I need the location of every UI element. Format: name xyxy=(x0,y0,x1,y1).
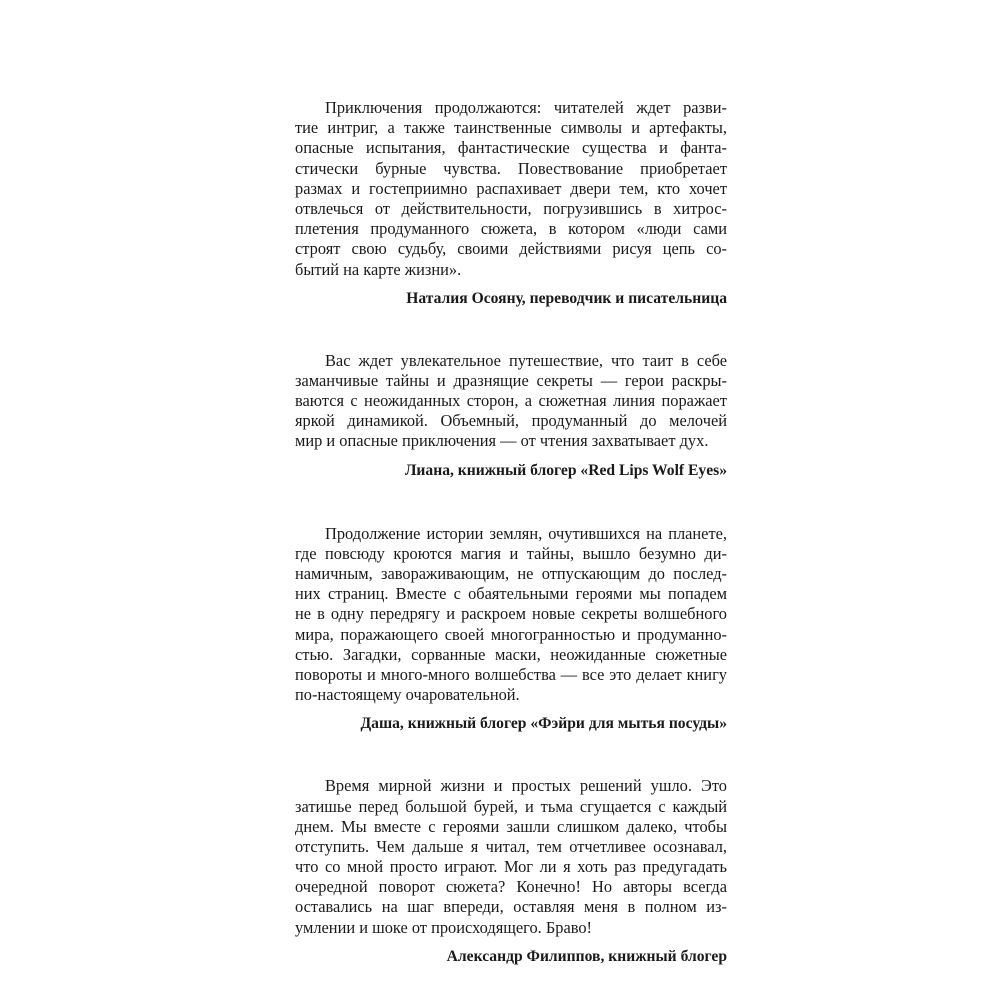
text-line: Приключения продолжаются: читателей ждет разви- xyxy=(325,98,727,117)
review-attribution: Лиана, книжный блогер «Red Lips Wolf Eyes» xyxy=(404,461,727,479)
text-line: тие интриг, а также таинственные символы и артефакты, xyxy=(295,118,727,138)
section-gap xyxy=(295,734,727,776)
text-line: опасные испытания, фантастические существа и фанта- xyxy=(295,138,727,158)
text-line: что со мной просто играют. Мог ли я хоть раз предугадать xyxy=(295,857,727,877)
review-dasha xyxy=(295,524,727,735)
text-line: Вас ждет увлекательное путешествие, что таит в себе xyxy=(325,350,727,370)
text-line: по-настоящему очаровательной. xyxy=(295,685,520,705)
text-line: не в одну передрягу и раскроем новые секреты волшебного xyxy=(295,604,727,624)
text-line: намичным, завораживающим, не отпускающим до послед- xyxy=(295,564,727,583)
text-line: отвлечься от действительности, погрузившись в хитрос- xyxy=(295,198,727,218)
review-body xyxy=(295,351,727,452)
text-line: ваются с неожиданных сторон, а сюжетная линия поражает xyxy=(295,391,727,411)
text-line: заманчивые тайны и дразнящие секреты — герои раскры- xyxy=(295,370,727,390)
text-line: отступить. Чем дальше я читал, тем отчетливее осознавал, xyxy=(295,836,727,856)
text-line: днем. Мы вместе с героями зашли слишком далеко, чтобы xyxy=(295,816,727,836)
text-line: размах и гостеприимно распахивает двери тем, кто хочет xyxy=(295,178,727,198)
text-line: Продолжение истории землян, очутившихся на планете, xyxy=(325,523,727,543)
review-liana xyxy=(295,351,727,481)
review-osoyanu xyxy=(295,98,727,309)
text-line: бытий на карте жизни». xyxy=(295,259,462,279)
review-body xyxy=(295,98,727,280)
text-line: стью. Загадки, сорванные маски, неожиданные сюжетные xyxy=(295,644,727,664)
page-text xyxy=(295,98,727,967)
text-line: умлении и шоке от происходящего. Браво! xyxy=(295,917,592,937)
review-body xyxy=(295,776,727,938)
text-line: яркой динамикой. Объемный, продуманный до мелочей xyxy=(295,411,727,431)
text-line: плетения продуманного сюжета, в котором «люди сами xyxy=(295,219,727,239)
review-attribution: Наталия Осояну, переводчик и писательница xyxy=(406,289,727,307)
text-line: них страниц. Вместе с обаятельными героями мы попадем xyxy=(295,584,727,604)
review-attribution: Даша, книжный блогер «Фэйри для мытья посуды» xyxy=(360,715,727,733)
text-line: Время мирной жизни и простых решений ушло. Это xyxy=(325,776,727,796)
section-gap xyxy=(295,309,727,351)
text-line: мир и опасные приключения — от чтения захватывает дух. xyxy=(295,431,709,451)
text-line: мира, поражающего своей многогранностью и продуманно- xyxy=(295,624,727,644)
review-filippov xyxy=(295,776,727,967)
review-body xyxy=(295,524,727,706)
text-line: стически бурные чувства. Повествование приобретает xyxy=(295,158,727,178)
review-attribution: Александр Филиппов, книжный блогер xyxy=(446,947,727,965)
text-line: очередной поворот сюжета? Конечно! Но авторы всегда xyxy=(295,877,727,897)
section-gap xyxy=(295,481,727,524)
text-line: повороты и много-много волшебства — все это делает книгу xyxy=(295,664,727,684)
text-line: строят свою судьбу, своими действиями рисуя цепь со- xyxy=(295,239,727,259)
text-line: оставались на шаг впереди, оставляя меня в полном из- xyxy=(295,897,727,917)
text-line: затишье перед большой бурей, и тьма сгущается с каждый xyxy=(295,796,727,816)
text-line: где повсюду кроются магия и тайны, вышло безумно ди- xyxy=(295,543,727,563)
